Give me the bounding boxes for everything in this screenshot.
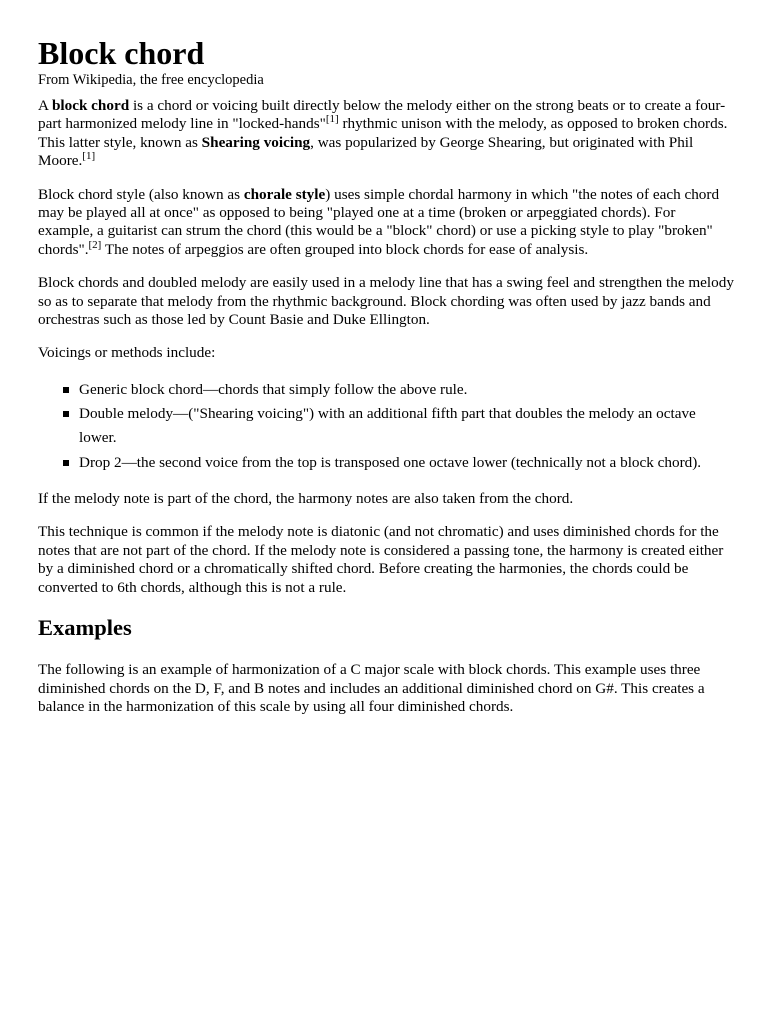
list-item (38, 378, 734, 402)
site-tagline: From Wikipedia, the free encyclopedia (38, 72, 264, 88)
text: ) uses simple chordal harmony in which "the notes of each chord may be played all at once" as opposed to being "played one at a time (broken or arpeggiated chords). For example, a guitarist can strum the chord (this would be a "block" chord) or use a picking style to play "broken" chords". (38, 185, 720, 258)
voicings-intro: Voicings or methods include: (38, 344, 216, 362)
citation-link-1[interactable]: [1] (325, 113, 339, 126)
citation-link-1b[interactable]: [1] (82, 150, 96, 163)
list-item-text: Double melody—("Shearing voicing") with an additional fifth part that doubles the melody an octave lower. (79, 405, 696, 447)
list-item (38, 451, 734, 475)
melody-note-paragraph: If the melody note is part of the chord, the harmony notes are also taken from the chord. (38, 490, 574, 508)
usage-paragraph: Block chords and doubled melody are easily used in a melody line that has a swing feel and strengthen the melody so as to separate that melody from the rhythmic background. Block chording was often used by jazz bands and orchestras such as those led by Count Basie and Duke Ellington. (38, 274, 734, 329)
text: The notes of arpeggios are often grouped into block chords for ease of analysis. (101, 240, 589, 258)
text: , was popularized by George Shearing, but originated with Phil Moore. (38, 133, 694, 170)
citation-link-2[interactable]: [2] (88, 238, 102, 251)
voicings-list (38, 378, 734, 475)
list-item-text: Generic block chord—chords that simply follow the above rule. (79, 380, 468, 398)
style-paragraph (38, 186, 734, 260)
bullet-icon (63, 460, 69, 466)
examples-paragraph: The following is an example of harmonization of a C major scale with block chords. This example uses three diminished chords on the D, F, and B notes and includes an additional diminished chord on G#. This creates a balance in the harmonization of this scale by using all four diminished chords. (38, 661, 705, 715)
page-title: Block chord (38, 35, 205, 71)
intro-paragraph (38, 97, 734, 171)
section-heading-examples: Examples (38, 615, 132, 641)
list-item-text: Drop 2—the second voice from the top is transposed one octave lower (technically not a block chord). (79, 453, 702, 471)
text: Block chord style (also known as (38, 185, 244, 203)
term-shearing-voicing: Shearing voicing (201, 133, 311, 151)
text: A (38, 97, 52, 114)
article (38, 36, 734, 716)
text: rhythmic unison with the melody, as opposed to broken chords. This latter style, known as (38, 115, 728, 151)
text: is a chord or voicing built directly below the melody either on the strong beats or to create a four-part harmonized melody line in "locked-hands" (38, 97, 726, 133)
term-chorale-style: chorale style (243, 185, 326, 203)
list-item (38, 402, 734, 451)
bullet-icon (63, 387, 69, 393)
technique-paragraph: This technique is common if the melody note is diatonic (and not chromatic) and uses diminished chords for the notes that are not part of the chord. If the melody note is considered a passing tone, the harmony is created either by a diminished chord or a chromatically shifted chord. Before creating the harmonies, the chords could be converted to 6th chords, although this is not a rule. (38, 523, 724, 596)
bullet-icon (63, 411, 69, 417)
term-block-chord: block chord (51, 97, 130, 114)
